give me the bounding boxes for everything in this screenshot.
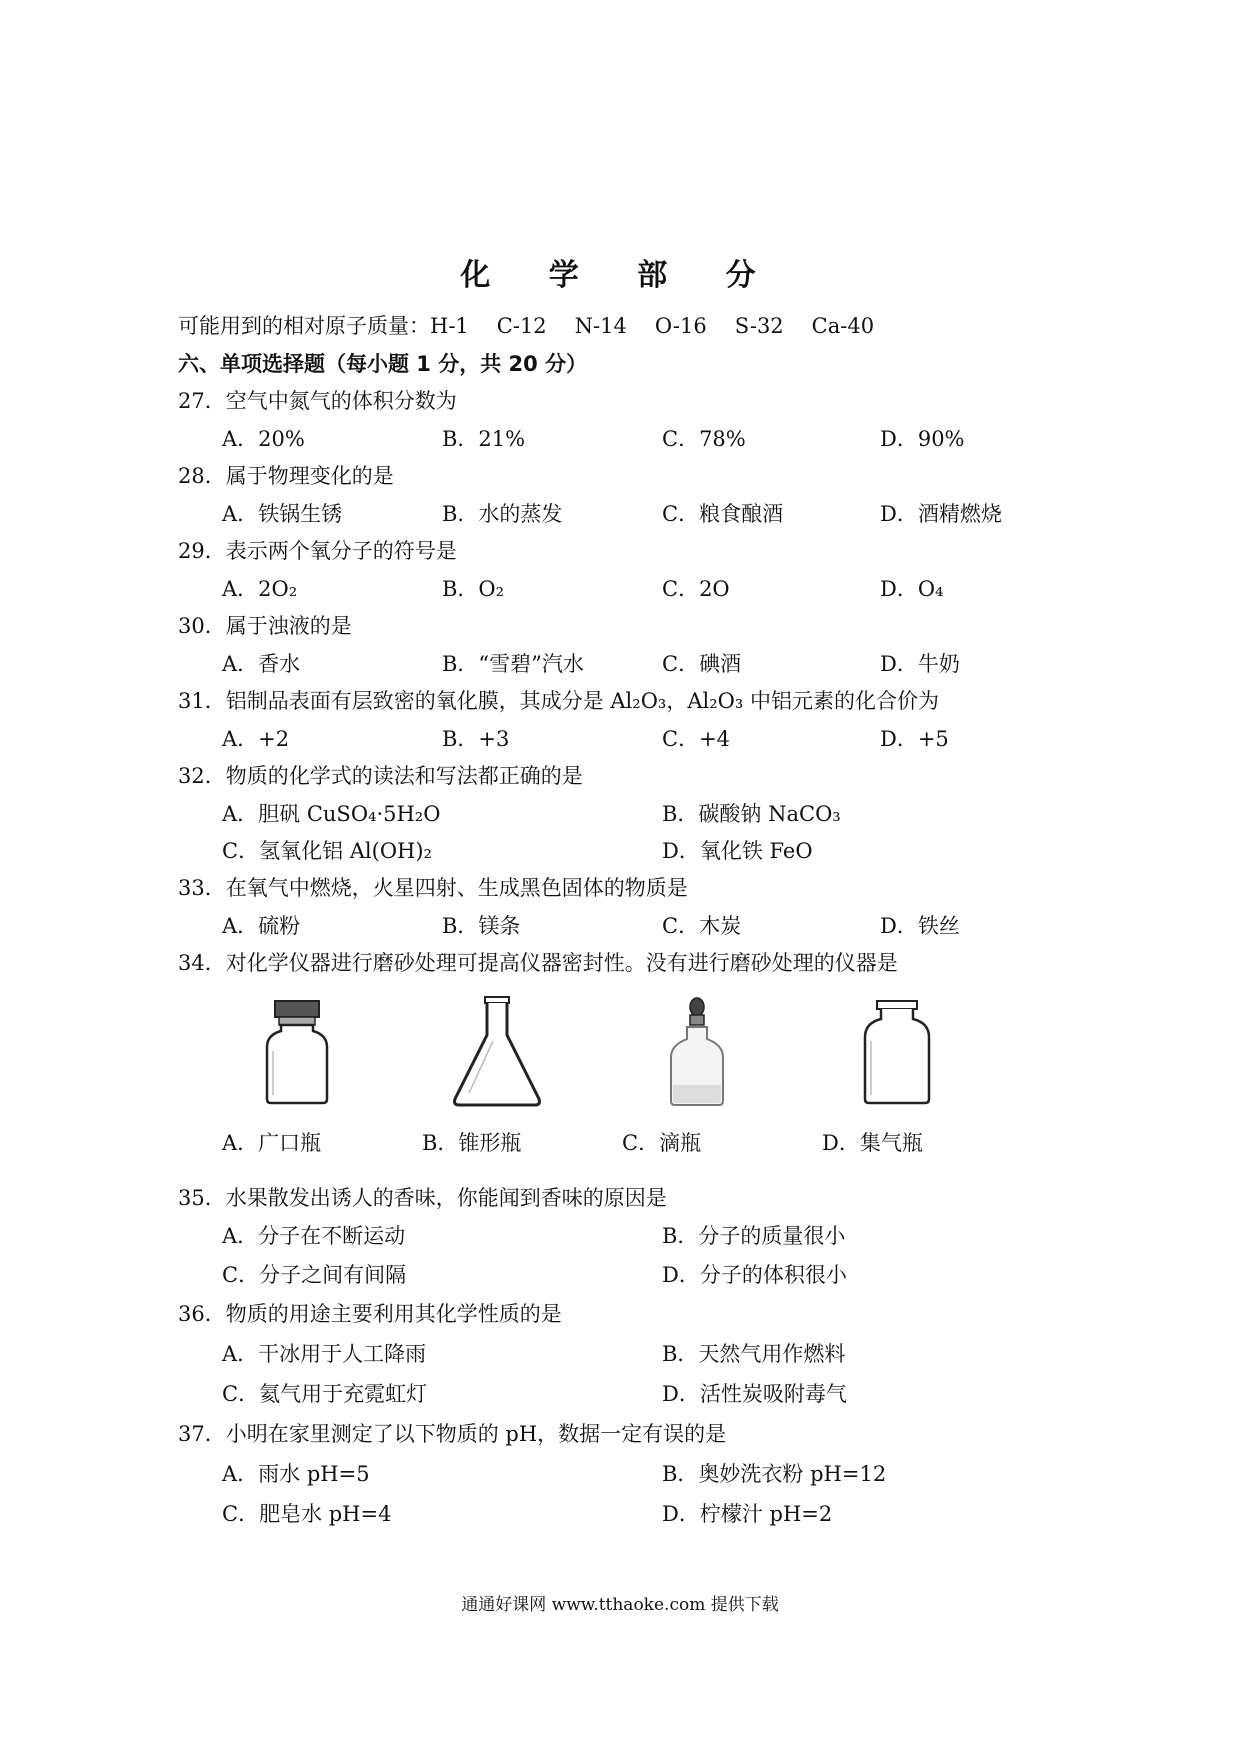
option: B．天然气用作燃料 — [662, 1342, 846, 1366]
question-37-stem: 37．小明在家里测定了以下物质的 pH，数据一定有误的是 — [178, 1422, 727, 1446]
atomic-mass: N-14 — [574, 314, 627, 338]
option: C．分子之间有间隔 — [222, 1263, 407, 1287]
option: B．21% — [442, 427, 526, 451]
option: A．2O₂ — [222, 577, 298, 601]
option: A．广口瓶 — [222, 1131, 322, 1155]
question-30-stem: 30．属于浊液的是 — [178, 614, 352, 638]
option: A．硫粉 — [222, 914, 301, 938]
section-heading: 六、单项选择题（每小题 1 分，共 20 分） — [178, 352, 588, 376]
option: A．胆矾 CuSO₄·5H₂O — [222, 802, 441, 826]
option: B．O₂ — [442, 577, 505, 601]
atomic-mass: O-16 — [654, 314, 707, 338]
option: C．氢氧化铝 Al(OH)₂ — [222, 839, 432, 863]
option: C．滴瓶 — [622, 1131, 702, 1155]
option: D．氧化铁 FeO — [662, 839, 813, 863]
option: D．集气瓶 — [822, 1131, 923, 1155]
question-31-stem: 31．铝制品表面有层致密的氧化膜，其成分是 Al₂O₃，Al₂O₃ 中铝元素的化合价为 — [178, 689, 939, 713]
option: A．香水 — [222, 652, 301, 676]
atomic-masses — [178, 312, 902, 340]
option: C．78% — [662, 427, 746, 451]
option: D．酒精燃烧 — [880, 502, 1002, 526]
atomic-mass: C-12 — [496, 314, 547, 338]
figure-a — [222, 995, 372, 1175]
option: B．碳酸钠 NaCO₃ — [662, 802, 841, 826]
question-35-stem: 35．水果散发出诱人的香味，你能闻到香味的原因是 — [178, 1186, 667, 1210]
option: B．水的蒸发 — [442, 502, 563, 526]
option: C．碘酒 — [662, 652, 742, 676]
option: A．铁锅生锈 — [222, 502, 343, 526]
question-28-stem: 28．属于物理变化的是 — [178, 464, 394, 488]
option: D．牛奶 — [880, 652, 960, 676]
option: C．氦气用于充霓虹灯 — [222, 1382, 428, 1406]
question-34-stem: 34．对化学仪器进行磨砂处理可提高仪器密封性。没有进行磨砂处理的仪器是 — [178, 951, 898, 975]
question-34-figures — [222, 995, 1022, 1175]
option: D．+5 — [880, 727, 949, 751]
wide-mouth-bottle-icon — [257, 995, 337, 1107]
option: A．20% — [222, 427, 305, 451]
option: C．粮食酿酒 — [662, 502, 784, 526]
option: B．分子的质量很小 — [662, 1224, 846, 1248]
atomic-masses-label: 可能用到的相对原子质量： — [178, 314, 430, 338]
question-32-stem: 32．物质的化学式的读法和写法都正确的是 — [178, 764, 583, 788]
option: B．“雪碧”汽水 — [442, 652, 584, 676]
option: C．肥皂水 pH=4 — [222, 1502, 392, 1526]
option: C．+4 — [662, 727, 731, 751]
question-27-stem: 27．空气中氮气的体积分数为 — [178, 389, 457, 413]
question-33-stem: 33．在氧气中燃烧，火星四射、生成黑色固体的物质是 — [178, 876, 688, 900]
option: D．活性炭吸附毒气 — [662, 1382, 847, 1406]
page-footer[interactable]: 通通好课网 www.tthaoke.com 提供下载 — [461, 1595, 779, 1615]
option: A．干冰用于人工降雨 — [222, 1342, 427, 1366]
option: D．分子的体积很小 — [662, 1263, 847, 1287]
figure-c — [622, 995, 772, 1175]
option: C．木炭 — [662, 914, 742, 938]
option: D．O₄ — [880, 577, 944, 601]
option: A．分子在不断运动 — [222, 1224, 406, 1248]
option: D．铁丝 — [880, 914, 960, 938]
option: A．雨水 pH=5 — [222, 1462, 370, 1486]
gas-jar-icon — [857, 995, 937, 1107]
option: B．奥妙洗衣粉 pH=12 — [662, 1462, 887, 1486]
option: B．+3 — [442, 727, 510, 751]
erlenmeyer-flask-icon — [447, 995, 547, 1111]
option: B．锥形瓶 — [422, 1131, 522, 1155]
figure-b — [422, 995, 572, 1175]
option: D．柠檬汁 pH=2 — [662, 1502, 833, 1526]
dropper-bottle-icon — [657, 995, 737, 1111]
atomic-mass: Ca-40 — [811, 314, 875, 338]
option: A．+2 — [222, 727, 290, 751]
figure-d — [822, 995, 972, 1175]
question-36-stem: 36．物质的用途主要利用其化学性质的是 — [178, 1302, 562, 1326]
option: C．2O — [662, 577, 730, 601]
option: B．镁条 — [442, 914, 521, 938]
option: D．90% — [880, 427, 965, 451]
page-title: 化 学 部 分 — [460, 258, 780, 293]
atomic-mass: S-32 — [734, 314, 784, 338]
atomic-mass: H-1 — [430, 314, 469, 338]
question-29-stem: 29．表示两个氧分子的符号是 — [178, 539, 457, 563]
